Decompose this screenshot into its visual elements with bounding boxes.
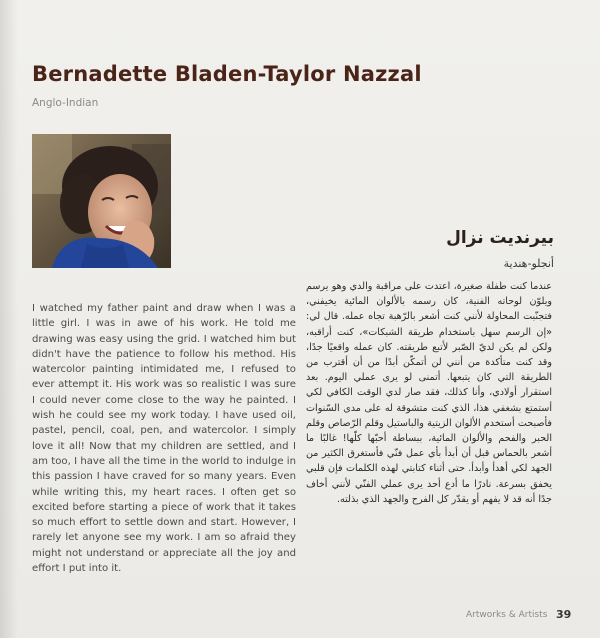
portrait-image (32, 134, 171, 268)
artist-origin: Anglo-Indian (32, 97, 99, 109)
page-spine-shadow (0, 0, 18, 638)
page-number: 39 (556, 608, 572, 621)
artist-name-arabic: بيرنديت نزال (446, 228, 554, 248)
footer-section-title: Artworks & Artists (466, 610, 548, 620)
artist-origin-arabic: أنجلو-هندية (503, 257, 554, 270)
artist-name: Bernadette Bladen-Taylor Nazzal (32, 62, 422, 86)
artist-portrait (32, 134, 171, 268)
biography-english: I watched my father paint and draw when I was a little girl. I was in awe of his work. He told me drawing was easy using the grid. I watched him but didn't have the patience to follow his method. His watercolor painting intimidated me, I refused to ever attempt it. His work was so realistic I was sure I could never come close to the way he painted. I wish he could see my work today. I have used oil, pastel, pencil, coal, pen, and watercolor. I simply love it all! Now that my children are settled, and I am too, I have all the time in the world to indulge in this passion I have craved for so many years. Even while writing this, my heart races. I often get so excited before starting a piece of work that it takes so much effort to settle down and start. However, I rarely let anyone see my work. I am so afraid they might not understand or appreciate all the joy and effort I put into it. (32, 303, 296, 575)
biography-arabic: عندما كنت طفلة صغيرة، اعتدت على مراقبة والدي وهو يرسم ويلوّن لوحاته الفنية، كان رسمه بالألوان المائية يخيفني، فتجنّبت المحاولة لأنني كنت أشعر بالرّهبة تجاه عمله. قال لي: «إن الرسم سهل باستخدام طريقة الشبكات»، كنت أراقبه، ولكن لم يكن لديّ الصّبر لأتبع طريقته. كان عمله واقعيًا جدًا، وقد كنت متأكدة من أنني لن أتمكّن أبدًا من أن أقترب من الطريقة التي كان يتبعها. أتمنى لو يرى عملي اليوم. بعد استقرار أولادي، وأنا كذلك، فقد صار لدي الوقت الكافي لكي أستمتع بشغفي هذا، الذي كنت متشوقة له على مدى السّنوات فأصبحت أستخدم الألوان الزيتية والباستيل وقلم الرّصاص وقلم الحبر والفحم والألوان المائية، ببساطة أحبّها كلّها! غالبًا ما أشعر بالحماس قبل أن أبدأ بأي عمل فنّي فأستغرق الكثير من الجهد لكي أهدأ وأبدأ. حتى أثناء كتابتي لهذه الكلمات فإن قلبي يخفق بسرعة. نادرًا ما أدع أحد يرى عملي الفنّي لأنني أخاف جدًا أنه قد لا يفهم أو يقدّر كل الفرح والجهد الذي بذلته. (306, 281, 552, 505)
